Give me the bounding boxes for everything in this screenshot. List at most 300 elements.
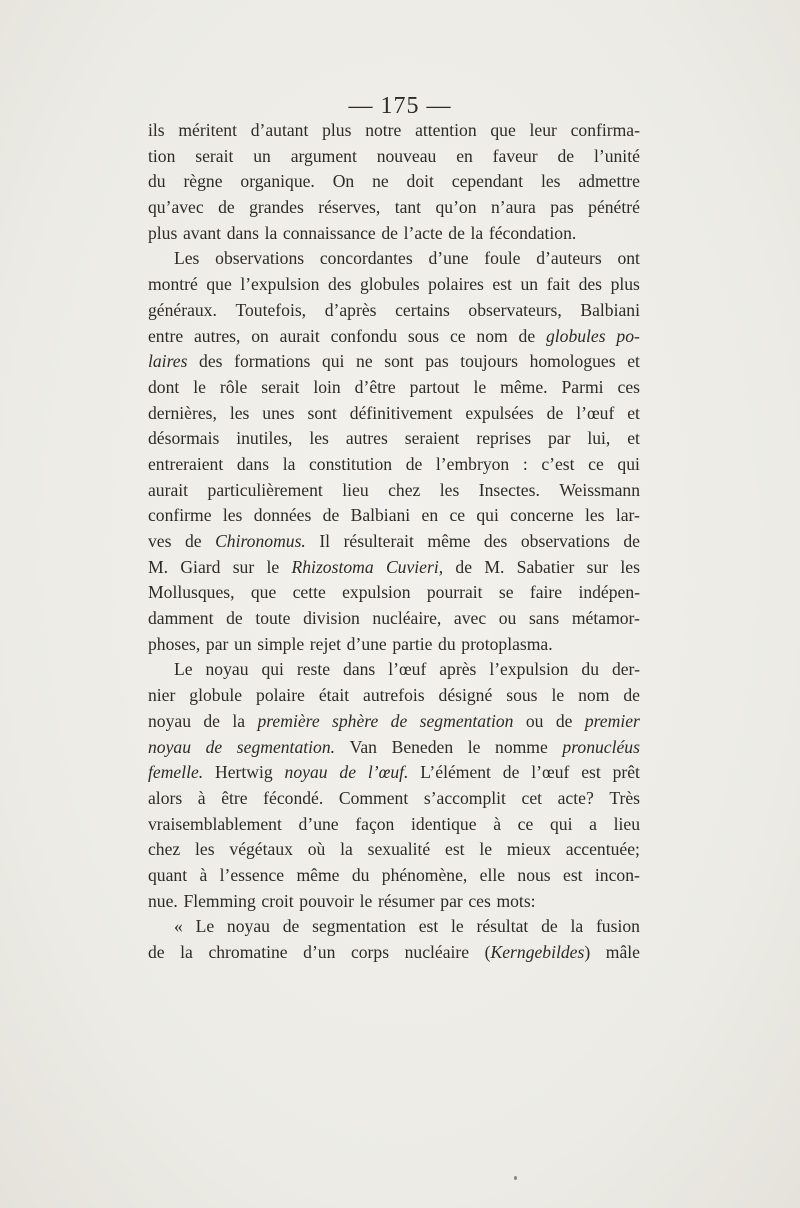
word: lui, bbox=[587, 428, 611, 449]
word: ne bbox=[356, 351, 373, 372]
text-line bbox=[148, 914, 640, 940]
word: der- bbox=[611, 659, 640, 680]
text-line bbox=[148, 632, 640, 658]
word: identique bbox=[411, 813, 477, 834]
word: reprises bbox=[476, 428, 532, 449]
word: dont bbox=[148, 376, 180, 397]
paper-speck bbox=[514, 1176, 517, 1180]
word: d’une bbox=[428, 248, 469, 269]
word: simple bbox=[257, 633, 305, 654]
word: attention bbox=[415, 120, 477, 140]
word: se bbox=[498, 582, 514, 603]
word: métamor- bbox=[571, 608, 640, 629]
text-line bbox=[148, 298, 640, 324]
word: les bbox=[309, 428, 329, 449]
word: croit bbox=[261, 890, 294, 911]
word: ces bbox=[617, 376, 640, 397]
word: aurait bbox=[279, 325, 320, 346]
word: façon bbox=[355, 813, 395, 834]
word: pas bbox=[550, 197, 574, 218]
word: première bbox=[257, 710, 320, 731]
word: ves bbox=[148, 531, 172, 551]
body-text bbox=[148, 118, 640, 966]
word: le bbox=[473, 376, 487, 397]
word: observations bbox=[215, 248, 305, 269]
text-line bbox=[148, 118, 640, 144]
text-line bbox=[148, 889, 640, 915]
word: sur bbox=[586, 556, 609, 577]
word: alors bbox=[148, 787, 183, 808]
word: des bbox=[199, 351, 223, 372]
word: le bbox=[451, 916, 464, 937]
word: de bbox=[203, 710, 220, 731]
word: concordantes bbox=[319, 248, 413, 269]
text-line bbox=[148, 657, 640, 683]
word: noyau bbox=[148, 736, 191, 757]
text-line bbox=[148, 195, 640, 221]
word: qui bbox=[321, 351, 345, 372]
word: globule bbox=[189, 685, 243, 706]
word: la bbox=[264, 222, 278, 243]
text-line bbox=[148, 169, 640, 195]
word: lieu bbox=[613, 813, 640, 834]
word: la bbox=[232, 710, 246, 731]
word: les bbox=[540, 171, 561, 192]
word: ces bbox=[468, 890, 491, 911]
word: sous bbox=[407, 325, 440, 346]
word: l’expulsion bbox=[240, 274, 320, 295]
word: des bbox=[578, 274, 603, 295]
word: indépen- bbox=[578, 582, 640, 603]
word: entreraient bbox=[148, 453, 224, 474]
word: Très bbox=[609, 787, 640, 808]
word: expulsion bbox=[342, 582, 411, 603]
word: d’auteurs bbox=[536, 248, 602, 269]
word: de bbox=[541, 916, 558, 937]
text-line bbox=[148, 812, 640, 838]
word: nous bbox=[517, 864, 551, 885]
word: chez bbox=[388, 479, 421, 500]
word: pourrait bbox=[426, 582, 483, 603]
word: de bbox=[405, 453, 423, 474]
word: nomme bbox=[495, 736, 548, 757]
word: l’acte bbox=[403, 222, 443, 243]
word: autres, bbox=[194, 325, 241, 346]
word: pouvoir bbox=[299, 890, 355, 911]
word: ne bbox=[372, 171, 389, 192]
word: est bbox=[492, 274, 512, 295]
word: noyau bbox=[205, 659, 249, 680]
text-line bbox=[148, 349, 640, 375]
word: désormais bbox=[148, 428, 220, 449]
word: l’embryon bbox=[435, 453, 510, 474]
word: de bbox=[448, 222, 465, 243]
word: confirme bbox=[148, 505, 212, 526]
word: Comment bbox=[338, 787, 409, 808]
word: de bbox=[502, 762, 520, 783]
word: ce bbox=[517, 813, 534, 834]
word: l’œuf bbox=[531, 762, 570, 783]
word: foule bbox=[484, 248, 521, 269]
word: est bbox=[418, 916, 439, 937]
word: laires bbox=[148, 351, 188, 372]
word: où bbox=[307, 839, 326, 860]
word: Chironomus. bbox=[215, 531, 306, 551]
word: tion bbox=[148, 145, 176, 166]
word: segmentation. bbox=[236, 736, 336, 757]
word: sur bbox=[232, 556, 255, 577]
word: ils bbox=[148, 120, 165, 140]
word: par bbox=[205, 633, 229, 654]
text-line bbox=[148, 246, 640, 272]
word: sexualité bbox=[367, 839, 431, 860]
word: réserves, bbox=[318, 197, 381, 218]
word: la bbox=[282, 453, 296, 474]
word: certains bbox=[395, 299, 450, 320]
word: être bbox=[221, 787, 248, 808]
word: règne bbox=[183, 171, 223, 192]
word: noyau bbox=[284, 762, 328, 783]
word: doit bbox=[406, 171, 434, 192]
word: toujours bbox=[460, 351, 518, 372]
word: nom bbox=[476, 325, 508, 346]
word: du bbox=[351, 864, 370, 885]
word: mâle bbox=[605, 942, 640, 962]
word: de bbox=[339, 762, 356, 783]
word: qui bbox=[617, 453, 640, 474]
text-line bbox=[148, 837, 640, 863]
word: de bbox=[218, 197, 235, 218]
word: Il bbox=[319, 531, 331, 551]
word: désigné bbox=[438, 685, 493, 706]
word: homologues bbox=[529, 351, 616, 372]
text-line bbox=[148, 606, 640, 632]
word: L’élément bbox=[420, 762, 491, 783]
word: observations bbox=[520, 531, 610, 551]
word: leur bbox=[529, 120, 557, 140]
word: de bbox=[623, 531, 640, 551]
word: plus bbox=[148, 222, 178, 243]
word: cet bbox=[521, 787, 543, 808]
word: n’aura bbox=[490, 197, 536, 218]
word: même. bbox=[500, 376, 548, 397]
word: constitution bbox=[309, 453, 393, 474]
word: Le bbox=[195, 916, 215, 937]
word: Flemming bbox=[183, 890, 256, 911]
word: corps bbox=[350, 942, 390, 962]
word: phoses, bbox=[148, 633, 201, 654]
word: cette bbox=[292, 582, 326, 603]
word: pénétré bbox=[588, 197, 640, 218]
word: nouveau bbox=[376, 145, 437, 166]
word: observateurs, bbox=[468, 299, 562, 320]
word: même bbox=[296, 864, 340, 885]
word: un bbox=[253, 145, 271, 166]
word: plus bbox=[322, 120, 352, 140]
word: des bbox=[483, 531, 508, 551]
word: la bbox=[570, 916, 584, 937]
word: plus bbox=[610, 274, 640, 295]
word: elle bbox=[479, 864, 506, 885]
word: en bbox=[421, 505, 439, 526]
word: serait bbox=[195, 145, 234, 166]
word: autrefois bbox=[363, 685, 425, 706]
word: accentuée; bbox=[565, 839, 640, 860]
word: segmentation bbox=[312, 916, 406, 937]
text-line bbox=[148, 735, 640, 761]
word: quant bbox=[148, 864, 188, 885]
word: division bbox=[303, 608, 360, 629]
word: le bbox=[359, 890, 373, 911]
word: les bbox=[584, 505, 605, 526]
text-line bbox=[148, 503, 640, 529]
word: globules bbox=[360, 274, 420, 295]
word: de bbox=[381, 222, 398, 243]
text-line bbox=[148, 709, 640, 735]
word: acte? bbox=[557, 787, 594, 808]
word: et bbox=[627, 351, 640, 372]
word: dans bbox=[226, 222, 259, 243]
word: damment bbox=[148, 608, 214, 629]
word: par bbox=[440, 890, 463, 911]
word: Parmi bbox=[561, 376, 604, 397]
word: l’unité bbox=[593, 145, 640, 166]
word: Cuvieri, bbox=[385, 556, 444, 577]
word: Mollusques, bbox=[148, 582, 235, 603]
word: après bbox=[439, 659, 477, 680]
word: entre bbox=[148, 325, 184, 346]
text-line bbox=[148, 221, 640, 247]
word: autres bbox=[345, 428, 388, 449]
word: connaissance bbox=[282, 222, 376, 243]
word: ce bbox=[588, 453, 604, 474]
text-line bbox=[148, 401, 640, 427]
word: dans bbox=[343, 659, 376, 680]
word: rôle bbox=[219, 376, 248, 397]
word: qui bbox=[261, 659, 284, 680]
word: noyau bbox=[226, 916, 270, 937]
word: de bbox=[148, 942, 165, 962]
text-line bbox=[148, 940, 640, 966]
word: expulsées bbox=[465, 402, 534, 423]
word: à bbox=[493, 813, 501, 834]
word: nucléaire, bbox=[372, 608, 442, 629]
word: fait bbox=[546, 274, 571, 295]
word: Balbiani bbox=[350, 505, 411, 526]
word: serait bbox=[261, 376, 300, 397]
word: les bbox=[229, 402, 250, 423]
word: résumer bbox=[377, 890, 435, 911]
word: de bbox=[390, 710, 408, 731]
word: même bbox=[427, 531, 471, 551]
word: nier bbox=[148, 685, 176, 706]
word: tant bbox=[394, 197, 422, 218]
word: résulterait bbox=[343, 531, 414, 551]
word: était bbox=[318, 685, 350, 706]
word: nucléaire bbox=[404, 942, 470, 962]
word: qui bbox=[549, 813, 573, 834]
word: que bbox=[490, 120, 516, 140]
word: de bbox=[322, 505, 340, 526]
word: de bbox=[557, 145, 575, 166]
word: Weissmann bbox=[559, 479, 640, 500]
word: concerne bbox=[510, 505, 574, 526]
word: cependant bbox=[451, 171, 524, 192]
word: aurait bbox=[148, 479, 189, 500]
word: notre bbox=[365, 120, 402, 140]
word: ou bbox=[498, 608, 517, 629]
word: par bbox=[547, 428, 571, 449]
word: dernières, bbox=[148, 402, 217, 423]
text-line bbox=[148, 478, 640, 504]
word: protoplasma. bbox=[461, 633, 553, 654]
word: chromatine bbox=[208, 942, 288, 962]
word: Les bbox=[174, 248, 200, 269]
word: de bbox=[555, 710, 573, 731]
word: Toutefois, bbox=[235, 299, 307, 320]
word: c’est bbox=[541, 453, 575, 474]
word: à bbox=[197, 787, 206, 808]
word: ou bbox=[525, 710, 544, 731]
word: du bbox=[581, 659, 600, 680]
word: On bbox=[332, 171, 355, 192]
word: organique. bbox=[240, 171, 315, 192]
word: l’essence bbox=[219, 864, 285, 885]
word: a bbox=[589, 813, 597, 834]
word: le bbox=[551, 685, 565, 706]
word: lieu bbox=[342, 479, 369, 500]
text-line bbox=[148, 863, 640, 889]
word: seraient bbox=[404, 428, 460, 449]
text-line bbox=[148, 786, 640, 812]
word: de bbox=[184, 531, 202, 551]
word: des bbox=[328, 274, 352, 295]
word: Balbiani bbox=[580, 299, 640, 320]
word: est bbox=[581, 762, 601, 783]
word: Giard bbox=[180, 556, 221, 577]
word: sphère bbox=[332, 710, 379, 731]
word: végétaux bbox=[229, 839, 293, 860]
word: partout bbox=[409, 376, 460, 397]
text-line bbox=[148, 452, 640, 478]
word: la bbox=[340, 839, 353, 860]
word: les bbox=[439, 479, 460, 500]
word: de bbox=[282, 916, 300, 937]
word: : bbox=[522, 453, 528, 474]
word: noyau bbox=[148, 710, 191, 731]
word: « bbox=[174, 916, 183, 937]
word: sont bbox=[384, 351, 414, 372]
word: qui bbox=[476, 505, 499, 526]
word: polaire bbox=[256, 685, 305, 706]
word: l’œuf. bbox=[367, 762, 409, 783]
word: généraux. bbox=[148, 299, 217, 320]
word: vraisemblablement bbox=[148, 813, 282, 834]
word: en bbox=[456, 145, 473, 166]
word: ce bbox=[449, 325, 466, 346]
word: sont bbox=[307, 402, 337, 423]
word: qu’avec bbox=[148, 197, 204, 218]
word: confirma- bbox=[570, 120, 640, 140]
word: mieux bbox=[506, 839, 551, 860]
text-line bbox=[148, 555, 640, 581]
word: fécondé. bbox=[263, 787, 324, 808]
word: Le bbox=[174, 659, 193, 680]
word: loin bbox=[313, 376, 341, 397]
word: Beneden bbox=[391, 736, 454, 757]
word: Sabatier bbox=[516, 556, 575, 577]
word: (Kerngebildes) bbox=[484, 942, 591, 962]
word: fusion bbox=[595, 916, 640, 937]
word: les bbox=[222, 505, 243, 526]
word: la bbox=[180, 942, 193, 962]
text-line bbox=[148, 144, 640, 170]
text-line bbox=[148, 375, 640, 401]
word: s’accomplit bbox=[423, 787, 506, 808]
word: Hertwig bbox=[215, 762, 273, 783]
word: les bbox=[620, 556, 640, 577]
word: partie bbox=[392, 633, 433, 654]
text-line bbox=[148, 272, 640, 298]
word: rejet bbox=[309, 633, 342, 654]
word: un bbox=[234, 633, 252, 654]
word: chez bbox=[148, 839, 181, 860]
word: qu’on bbox=[435, 197, 477, 218]
word: l’œuf bbox=[388, 659, 427, 680]
word: nue. bbox=[148, 890, 178, 911]
word: formations bbox=[234, 351, 311, 372]
word: d’autant bbox=[250, 120, 309, 140]
word: sans bbox=[528, 608, 560, 629]
word: du bbox=[148, 171, 166, 192]
word: que bbox=[206, 274, 232, 295]
word: les bbox=[195, 839, 215, 860]
word: montré bbox=[148, 274, 198, 295]
word: on bbox=[251, 325, 269, 346]
word: méritent bbox=[178, 120, 237, 140]
word: de bbox=[518, 325, 536, 346]
word: que bbox=[250, 582, 277, 603]
word: un bbox=[520, 274, 539, 295]
word: ont bbox=[617, 248, 640, 269]
word: de bbox=[546, 402, 564, 423]
word: unes bbox=[262, 402, 295, 423]
word: argument bbox=[290, 145, 357, 166]
word: l’expulsion bbox=[489, 659, 569, 680]
word: est bbox=[445, 839, 465, 860]
word: est bbox=[563, 864, 583, 885]
word: toute bbox=[255, 608, 291, 629]
word: premier bbox=[584, 710, 640, 731]
word: incon- bbox=[594, 864, 640, 885]
word: phénomène, bbox=[381, 864, 468, 885]
word: nom bbox=[578, 685, 610, 706]
word: lar- bbox=[615, 505, 640, 526]
word: avec bbox=[453, 608, 487, 629]
text-line bbox=[148, 426, 640, 452]
word: M. bbox=[148, 556, 169, 577]
word: d’après bbox=[324, 299, 377, 320]
word: données bbox=[253, 505, 312, 526]
word: grandes bbox=[249, 197, 304, 218]
word: le bbox=[467, 736, 481, 757]
word: po- bbox=[616, 325, 640, 346]
word: à bbox=[199, 864, 208, 885]
word: sous bbox=[506, 685, 538, 706]
word: Rhizostoma bbox=[291, 556, 374, 577]
word: particulièrement bbox=[207, 479, 323, 500]
word: de bbox=[623, 685, 640, 706]
